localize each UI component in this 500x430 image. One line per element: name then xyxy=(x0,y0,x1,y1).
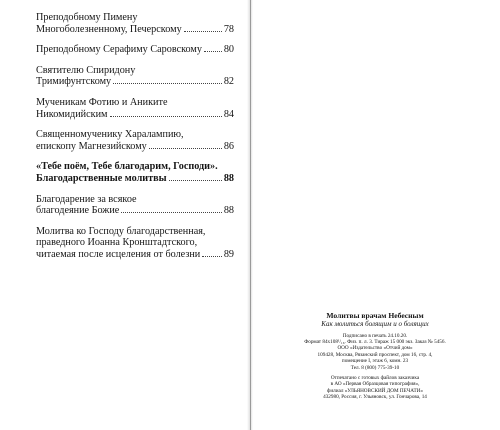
toc-entry-title-line: «Тебе поём, Тебе благодарим, Господи». xyxy=(36,161,218,173)
imprint-line: 109428, Москва, Рязанский проспект, дом 16, стр. 4, xyxy=(317,351,433,358)
dot-leader xyxy=(184,31,222,32)
dot-leader xyxy=(113,83,222,84)
toc-entry-title-line: Благодарение за всякое xyxy=(36,193,137,205)
toc-page-number: 88 xyxy=(223,172,234,184)
toc-page-number: 80 xyxy=(223,44,234,56)
toc-entry-title-line: благодеяние Божие xyxy=(36,205,120,217)
toc-page-number: 88 xyxy=(223,205,234,217)
dot-leader xyxy=(121,212,221,213)
toc-entry-title-line: Преподобному Серафиму Саровскому xyxy=(36,44,202,56)
printer-info xyxy=(275,375,475,401)
publisher-info xyxy=(275,333,475,371)
imprint-title: Молитвы врачам Небесным xyxy=(326,311,424,320)
toc-entry-title-line: Никомидийским xyxy=(36,108,108,120)
toc-entry-title-line: Молитва ко Господу благодарственная, xyxy=(36,225,206,237)
toc-entry-title-line: Благодарственные молитвы xyxy=(36,172,167,184)
dot-leader xyxy=(149,148,222,149)
dot-leader xyxy=(169,180,222,181)
toc-entry xyxy=(36,12,234,35)
imprint-subtitle: Как молиться болящим и о болящих xyxy=(321,320,429,328)
toc-entry xyxy=(36,161,234,184)
toc-page-number: 86 xyxy=(223,140,234,152)
toc-entry xyxy=(36,65,234,88)
toc-page-number: 82 xyxy=(223,76,234,88)
toc-entry-title-line: Священномученику Харалампию, xyxy=(36,129,184,141)
imprint-line: Формат 84x108¹/₁₆. Физ. п. л. 3. Тираж 15 000 экз. Заказ № 5456. xyxy=(304,338,446,345)
dot-leader xyxy=(204,51,222,52)
toc-entry-title-line: епископу Магнезийскому xyxy=(36,140,147,152)
toc-entry-title-line: праведного Иоанна Кронштадтского, xyxy=(36,237,198,249)
toc-entry-title-line: Мученикам Фотию и Аниките xyxy=(36,96,168,108)
printer-line: Отпечатано с готовых файлов заказчика xyxy=(330,374,420,381)
imprint-line: помещение I, этаж 6, комн. 23 xyxy=(341,358,409,365)
toc-entry-title-line: Преподобному Пимену xyxy=(36,12,138,23)
table-of-contents xyxy=(36,12,234,270)
toc-entry xyxy=(36,226,234,261)
toc-entry-title-line: читаемая после исцеления от болезни xyxy=(36,248,201,260)
printer-line: филиал «УЛЬЯНОВСКИЙ ДОМ ПЕЧАТИ» xyxy=(326,387,424,394)
imprint-line: Подписано в печать 24.10.20. xyxy=(342,332,408,339)
toc-entry xyxy=(36,44,234,56)
printer-line: 432980, Россия, г. Ульяновск, ул. Гончарова, 14 xyxy=(323,394,427,401)
toc-page-number: 78 xyxy=(223,23,234,35)
toc-entry-title-line: Тримифунтскому xyxy=(36,76,112,88)
toc-page-number: 89 xyxy=(223,248,234,260)
toc-entry xyxy=(36,194,234,217)
imprint-line: Тел. 8 (800) 775-39-10 xyxy=(350,364,400,371)
gutter-fold-line xyxy=(250,0,251,430)
toc-entry xyxy=(36,97,234,120)
imprint-block xyxy=(275,311,475,401)
dot-leader xyxy=(110,116,222,117)
toc-page-number: 84 xyxy=(223,108,234,120)
printer-line: в АО «Первая Образцовая типография», xyxy=(330,381,420,388)
imprint-line: ООО «Издательство «Отчий дом» xyxy=(337,345,413,352)
toc-entry xyxy=(36,129,234,152)
dot-leader xyxy=(202,256,222,257)
toc-entry-title-line: Многоболезненному, Печерскому xyxy=(36,23,182,35)
toc-entry-title-line: Святителю Спиридону xyxy=(36,64,136,76)
